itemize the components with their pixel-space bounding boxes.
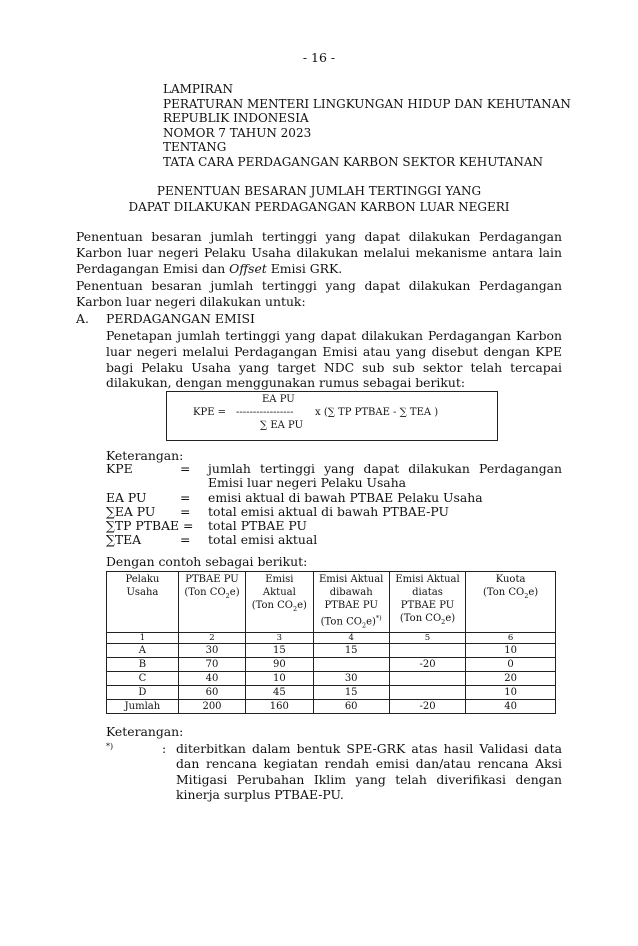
table-cell: Jumlah <box>107 700 179 714</box>
header-text: Pelaku <box>125 574 160 585</box>
table-header-cell <box>107 572 179 633</box>
header-unit: (Ton $CO_2e$) <box>184 587 240 600</box>
table-header-row <box>107 572 556 633</box>
note-mark: *) <box>106 741 114 751</box>
header-line: TENTANG <box>163 140 227 155</box>
table-header-cell <box>246 572 313 633</box>
definition-description: total emisi aktual di bawah PTBAE-PU <box>208 503 449 519</box>
table-cell: 60 <box>178 686 245 700</box>
table-cell: 10 <box>246 672 313 686</box>
italic-term: Offset <box>229 260 267 276</box>
example-label: Dengan contoh sebagai berikut: <box>106 554 308 569</box>
definition-row <box>106 533 562 547</box>
table-cell: 160 <box>246 700 313 714</box>
definition-equals: = <box>180 532 191 548</box>
table-header-cell <box>313 572 389 633</box>
section-letter: A. <box>76 311 89 326</box>
note-text: diterbitkan dalam bentuk SPE-GRK atas hasil Validasi data dan rencana kegiatan rendah emisi dan/atau rencana Aksi Mitigasi Perubahan Iklim yang telah diverifikasi dengan kinerja surplus PTBAE-PU. <box>176 740 562 802</box>
formula-numerator: EA PU <box>262 394 295 405</box>
section-a-paragraph: Penetapan jumlah tertinggi yang dapat dilakukan Perdagangan Karbon luar negeri melalui Perdagangan Emisi atau yang disebut dengan KPE bagi Pelaku Usaha yang target NDC sub sub sektor telah tercapai dilakukan, dengan menggunakan rumus sebagai berikut: <box>106 328 562 391</box>
header-text: Emisi Aktual <box>262 574 296 598</box>
table-cell <box>389 644 465 658</box>
definition-description: total PTBAE PU <box>208 518 307 534</box>
table-cell: D <box>107 686 179 700</box>
table-header-cell <box>389 572 465 633</box>
header-text: PTBAE PU <box>400 600 455 611</box>
definitions-list <box>106 462 562 548</box>
table-cell <box>389 672 465 686</box>
formula-lhs: KPE = <box>193 407 227 418</box>
header-text: dibawah <box>329 587 373 598</box>
definition-description: total emisi aktual <box>208 532 318 548</box>
table-cell: 10 <box>466 686 556 700</box>
definition-term: KPE <box>106 461 133 476</box>
definition-description: jumlah tertinggi yang dapat dilakukan Perdagangan Emisi luar negeri Pelaku Usaha <box>208 461 562 491</box>
table-cell <box>313 658 389 672</box>
section-a-heading <box>76 311 255 326</box>
table-cell: A <box>107 644 179 658</box>
column-number: 6 <box>466 633 556 644</box>
table-body <box>107 633 556 714</box>
header-text: PTBAE PU <box>185 574 239 585</box>
table-cell: 200 <box>178 700 245 714</box>
table-cell: C <box>107 672 179 686</box>
table-cell: 30 <box>178 644 245 658</box>
definition-row <box>106 462 562 491</box>
formula-fraction-line: ----------------- <box>236 407 294 418</box>
header-line: REPUBLIK INDONESIA <box>163 111 309 126</box>
header-text: Emisi Aktual <box>395 574 460 585</box>
definition-term: ∑TP PTBAE = <box>106 518 194 534</box>
column-number: 5 <box>389 633 465 644</box>
definition-equals: = <box>180 489 191 505</box>
column-number: 1 <box>107 633 179 644</box>
table-cell: B <box>107 658 179 672</box>
header-unit: (Ton $CO_2e$) <box>399 613 456 626</box>
header-line: TATA CARA PERDAGANGAN KARBON SEKTOR KEHUTANAN <box>163 154 544 169</box>
table-cell: 20 <box>466 672 556 686</box>
header-unit: (Ton $CO_2e$) <box>251 600 307 613</box>
table-row <box>107 644 556 658</box>
table-cell: 10 <box>466 644 556 658</box>
header-unit: (Ton $CO_2e$) <box>482 587 539 600</box>
title-line: DAPAT DILAKUKAN PERDAGANGAN KARBON LUAR NEGERI <box>128 199 510 214</box>
definition-equals: = <box>180 503 191 519</box>
table-cell: -20 <box>389 658 465 672</box>
table-row <box>107 658 556 672</box>
table-cell: 15 <box>313 686 389 700</box>
table-row <box>107 672 556 686</box>
definition-row <box>106 491 562 505</box>
section-title: PERDAGANGAN EMISI <box>106 311 255 326</box>
note-colon: : <box>162 740 167 756</box>
header-text: diatas <box>412 587 443 598</box>
header-line: LAMPIRAN <box>163 82 233 96</box>
definition-description: emisi aktual di bawah PTBAE Pelaku Usaha <box>208 489 483 505</box>
header-text: Usaha <box>126 587 159 598</box>
definition-row <box>106 519 562 533</box>
table-cell <box>389 686 465 700</box>
table-cell: 40 <box>466 700 556 714</box>
definition-term: EA PU <box>106 489 147 505</box>
table-cell: -20 <box>389 700 465 714</box>
table-header-cell <box>178 572 245 633</box>
note-row <box>106 741 562 803</box>
definition-term: ∑EA PU <box>106 503 156 519</box>
note-block <box>106 724 562 803</box>
table-row <box>107 700 556 714</box>
table-cell: 45 <box>246 686 313 700</box>
table-cell: 90 <box>246 658 313 672</box>
intro-paragraph-2: Penentuan besaran jumlah tertinggi yang dapat dilakukan Perdagangan Karbon luar negeri dilakukan untuk: <box>76 278 562 309</box>
column-number: 4 <box>313 633 389 644</box>
table-header-cell <box>466 572 556 633</box>
formula-rhs: x (∑ TP PTBAE - ∑ TEA ) <box>315 407 439 418</box>
definition-equals: = <box>180 461 191 476</box>
header-text: Kuota <box>495 574 526 585</box>
page-number: - 16 - <box>302 50 336 65</box>
document-header <box>163 82 571 170</box>
column-number: 3 <box>246 633 313 644</box>
table-cell: 60 <box>313 700 389 714</box>
table-cell: 70 <box>178 658 245 672</box>
header-text: PTBAE PU <box>324 600 378 611</box>
keterangan-label: Keterangan: <box>106 448 184 463</box>
header-line: PERATURAN MENTERI LINGKUNGAN HIDUP DAN KEHUTANAN <box>163 96 571 111</box>
column-number: 2 <box>178 633 245 644</box>
document-title <box>0 184 638 215</box>
header-unit: (Ton $CO_2e)^{*)}$ <box>320 614 382 630</box>
intro-paragraph-1: Penentuan besaran jumlah tertinggi yang dapat dilakukan Perdagangan Karbon luar negeri Pelaku Usaha dilakukan melalui mekanisme antara lain Perdagangan Emisi dan Offset Emisi GRK. <box>76 229 562 276</box>
formula-denominator: ∑ EA PU <box>260 420 303 431</box>
definition-row <box>106 505 562 519</box>
table-cell: 40 <box>178 672 245 686</box>
title-line: PENENTUAN BESARAN JUMLAH TERTINGGI YANG <box>156 184 482 198</box>
example-table <box>106 571 556 714</box>
note-label: Keterangan: <box>106 724 184 739</box>
header-line: NOMOR 7 TAHUN 2023 <box>163 125 312 140</box>
table-cell: 30 <box>313 672 389 686</box>
definition-term: ∑TEA <box>106 532 142 548</box>
table-cell: 15 <box>246 644 313 658</box>
table-row <box>107 686 556 700</box>
table-cell: 15 <box>313 644 389 658</box>
table-cell: 0 <box>466 658 556 672</box>
header-text: Emisi Aktual <box>318 574 384 585</box>
column-number-row <box>107 633 556 644</box>
